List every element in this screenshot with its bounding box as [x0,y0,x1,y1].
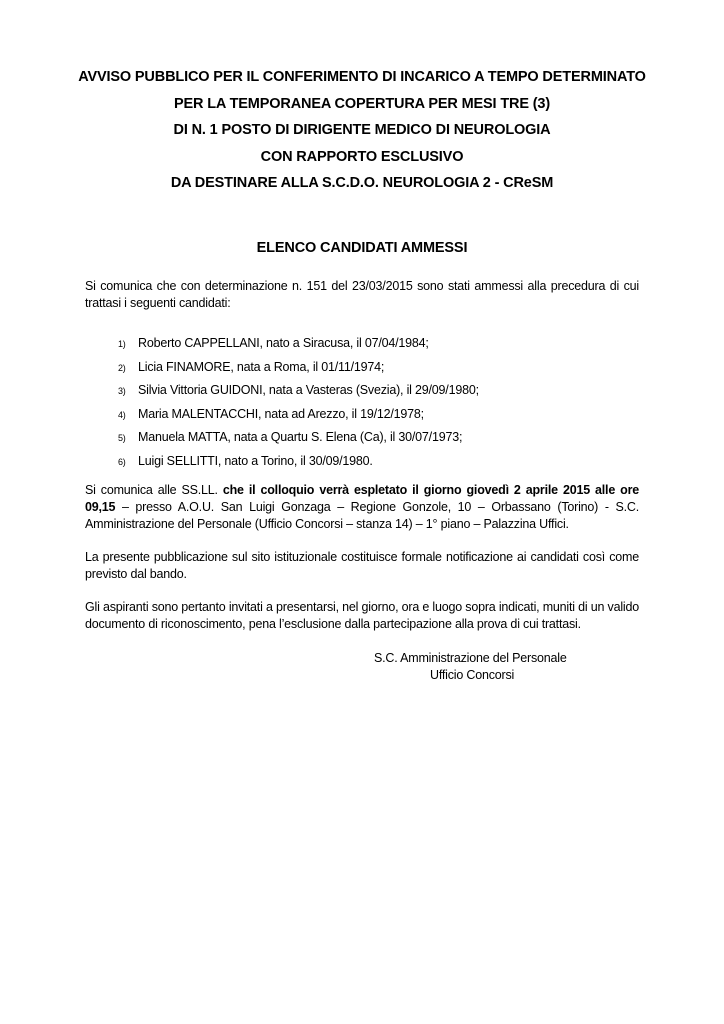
list-item [118,356,479,380]
list-item-number: 1) [118,339,126,349]
list-item-text: Silvia Vittoria GUIDONI, nata a Vasteras (Svezia), il 29/09/1980; [138,383,479,397]
title-line-5: DA DESTINARE ALLA S.C.D.O. NEUROLOGIA 2 - CReSM [170,175,554,191]
list-item-number: 3) [118,386,126,396]
publication-paragraph: La presente pubblicazione sul sito istituzionale costituisce formale notificazione ai candidati così come previsto dal bando. [85,550,639,581]
title-line-4: CON RAPPORTO ESCLUSIVO [260,148,464,165]
list-item-number: 5) [118,433,126,443]
list-item [118,332,479,356]
list-item-text: Manuela MATTA, nata a Quartu S. Elena (Ca), il 30/07/1973; [138,430,463,444]
list-item [118,450,479,474]
section-subtitle: ELENCO CANDIDATI AMMESSI [256,240,468,256]
signature-block [374,650,594,684]
list-item-number: 6) [118,456,126,467]
interview-location: – presso A.O.U. San Luigi Gonzaga – Regione Gonzole, 10 – Orbassano (Torino) - S.C. Amministrazione del Personale (Ufficio Concorsi – stanza 14) – 1° piano – Palazzina Uffici. [85,500,639,531]
signature-department: S.C. Amministrazione del Personale [374,651,567,665]
document-title [60,64,664,197]
interview-paragraph [85,482,639,533]
list-item-text: Luigi SELLITTI, nato a Torino, il 30/09/1980. [138,453,373,468]
list-item-text: Roberto CAPPELLANI, nato a Siracusa, il 07/04/1984; [138,336,429,350]
intro-paragraph: Si comunica che con determinazione n. 151 del 23/03/2015 sono stati ammessi alla precedura di cui trattasi i seguenti candidati: [85,279,639,310]
title-line-1: AVVISO PUBBLICO PER IL CONFERIMENTO DI INCARICO A TEMPO DETERMINATO [78,69,646,85]
list-item-text: Licia FINAMORE, nata a Roma, il 01/11/1974; [138,359,385,374]
list-item [118,403,479,427]
title-line-3: DI N. 1 POSTO DI DIRIGENTE MEDICO DI NEUROLOGIA [173,122,551,138]
title-line-2: PER LA TEMPORANEA COPERTURA PER MESI TRE (3) [173,95,551,112]
interview-prefix: Si comunica alle SS.LL. [85,483,223,497]
list-item-number: 2) [118,362,126,373]
list-item-text: Maria MALENTACCHI, nata ad Arezzo, il 19/12/1978; [138,406,424,421]
signature-office: Ufficio Concorsi [430,668,515,682]
list-item-number: 4) [118,409,126,420]
applicants-paragraph: Gli aspiranti sono pertanto invitati a presentarsi, nel giorno, ora e luogo sopra indicati, muniti di un valido documento di riconoscimento, pena l’esclusione dalla partecipazione alla prova di cui trattasi. [85,600,639,631]
interview-date-bold: che il colloquio verrà espletato il giorno giovedì 2 aprile 2015 alle ore 09,15 [85,483,639,514]
list-item [118,426,479,450]
list-item [118,379,479,403]
candidate-list [118,332,479,473]
